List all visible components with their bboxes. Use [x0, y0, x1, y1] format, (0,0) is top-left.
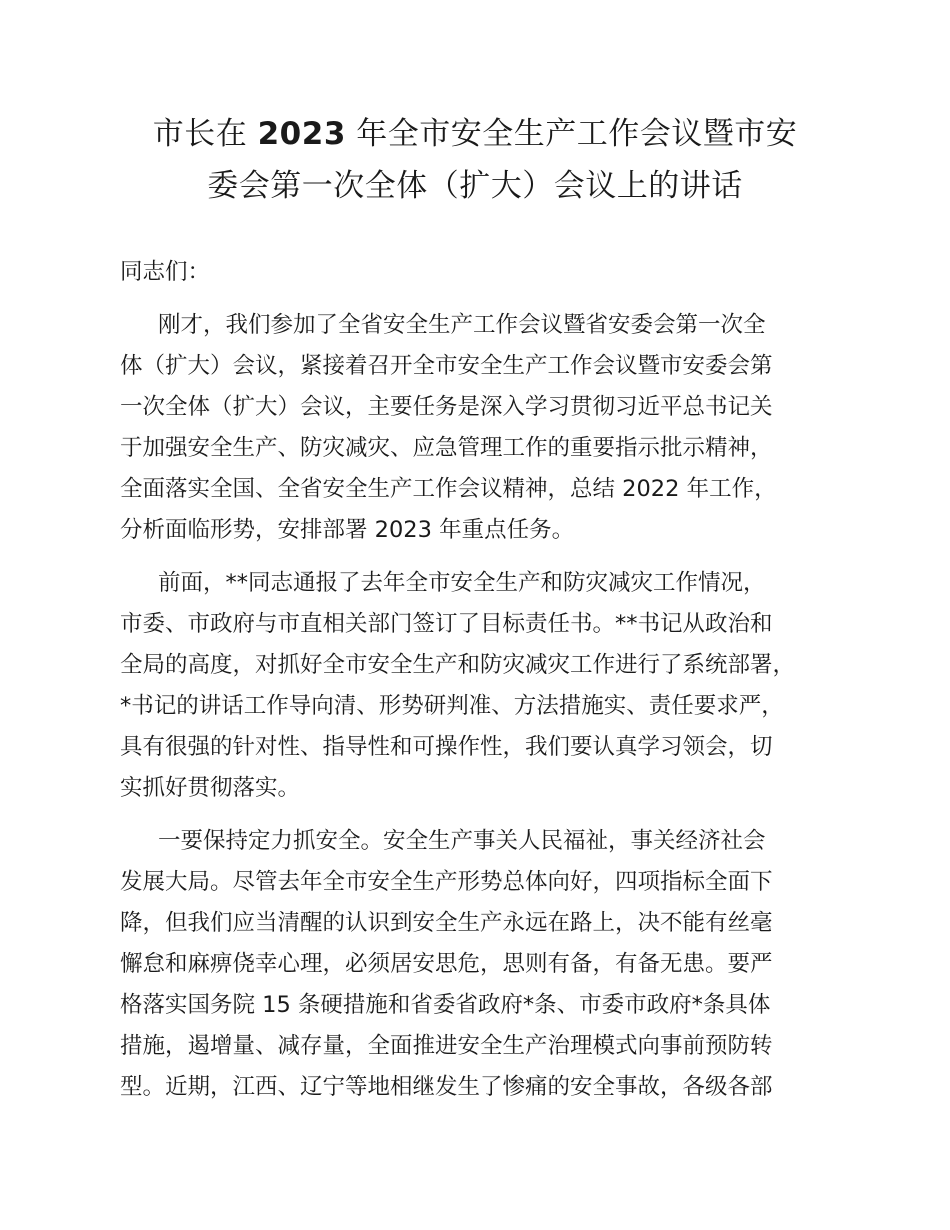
paragraph-2 — [120, 563, 845, 809]
title-year: 2023 — [257, 116, 346, 152]
paragraph-line: 于加强安全生产、防灾减灾、应急管理工作的重要指示批示精神， — [120, 435, 773, 461]
paragraph-line: 实抓好贯彻落实。 — [120, 775, 301, 801]
paragraph-line: 降，但我们应当清醒的认识到安全生产永远在路上，决不能有丝毫 — [120, 910, 773, 936]
title-suffix: 年全市安全生产工作会议暨市安 — [345, 116, 798, 152]
paragraph-line: 一次全体（扩大）会议，主要任务是深入学习贯彻习近平总书记关 — [120, 394, 773, 420]
paragraph-line: 具有很强的针对性、指导性和可操作性，我们要认真学习领会，切 — [120, 734, 773, 760]
paragraph-line: 格落实国务院 15 条硬措施和省委省政府*条、市委市政府*条具体 — [120, 992, 771, 1018]
paragraph-line: *书记的讲话工作导向清、形势研判准、方法措施实、责任要求严， — [120, 693, 784, 719]
paragraph-line: 市委、市政府与市直相关部门签订了目标责任书。**书记从政治和 — [120, 611, 773, 637]
paragraph-line: 全局的高度，对抓好全市安全生产和防灾减灾工作进行了系统部署， — [120, 652, 796, 678]
document-title — [100, 108, 850, 212]
paragraph-3 — [120, 821, 845, 1108]
paragraph-line: 全面落实全国、全省安全生产工作会议精神，总结 2022 年工作， — [120, 476, 777, 502]
paragraph-line: 体（扩大）会议，紧接着召开全市安全生产工作会议暨市安委会第 — [120, 353, 773, 379]
paragraph-line: 懈怠和麻痹侥幸心理，必须居安思危，思则有备，有备无患。要严 — [120, 951, 773, 977]
paragraph-1 — [120, 305, 845, 551]
paragraph-line: 分析面临形势，安排部署 2023 年重点任务。 — [120, 517, 575, 543]
paragraph-line: 一要保持定力抓安全。安全生产事关人民福祉，事关经济社会 — [158, 828, 766, 854]
salutation: 同志们： — [120, 259, 211, 285]
title-prefix: 市长在 — [152, 116, 258, 152]
paragraph-line: 刚才，我们参加了全省安全生产工作会议暨省安委会第一次全 — [158, 312, 766, 338]
document-body — [120, 252, 845, 1120]
paragraph-line: 措施，遏增量、减存量，全面推进安全生产治理模式向事前预防转 — [120, 1033, 773, 1059]
paragraph-line: 发展大局。尽管去年全市安全生产形势总体向好，四项指标全面下 — [120, 869, 773, 895]
title-line-1 — [100, 108, 850, 160]
paragraph-line: 型。近期，江西、辽宁等地相继发生了惨痛的安全事故，各级各部 — [120, 1074, 773, 1100]
paragraph-line: 前面，**同志通报了去年全市安全生产和防灾减灾工作情况， — [158, 570, 766, 596]
title-line-2: 委会第一次全体（扩大）会议上的讲话 — [207, 168, 743, 204]
